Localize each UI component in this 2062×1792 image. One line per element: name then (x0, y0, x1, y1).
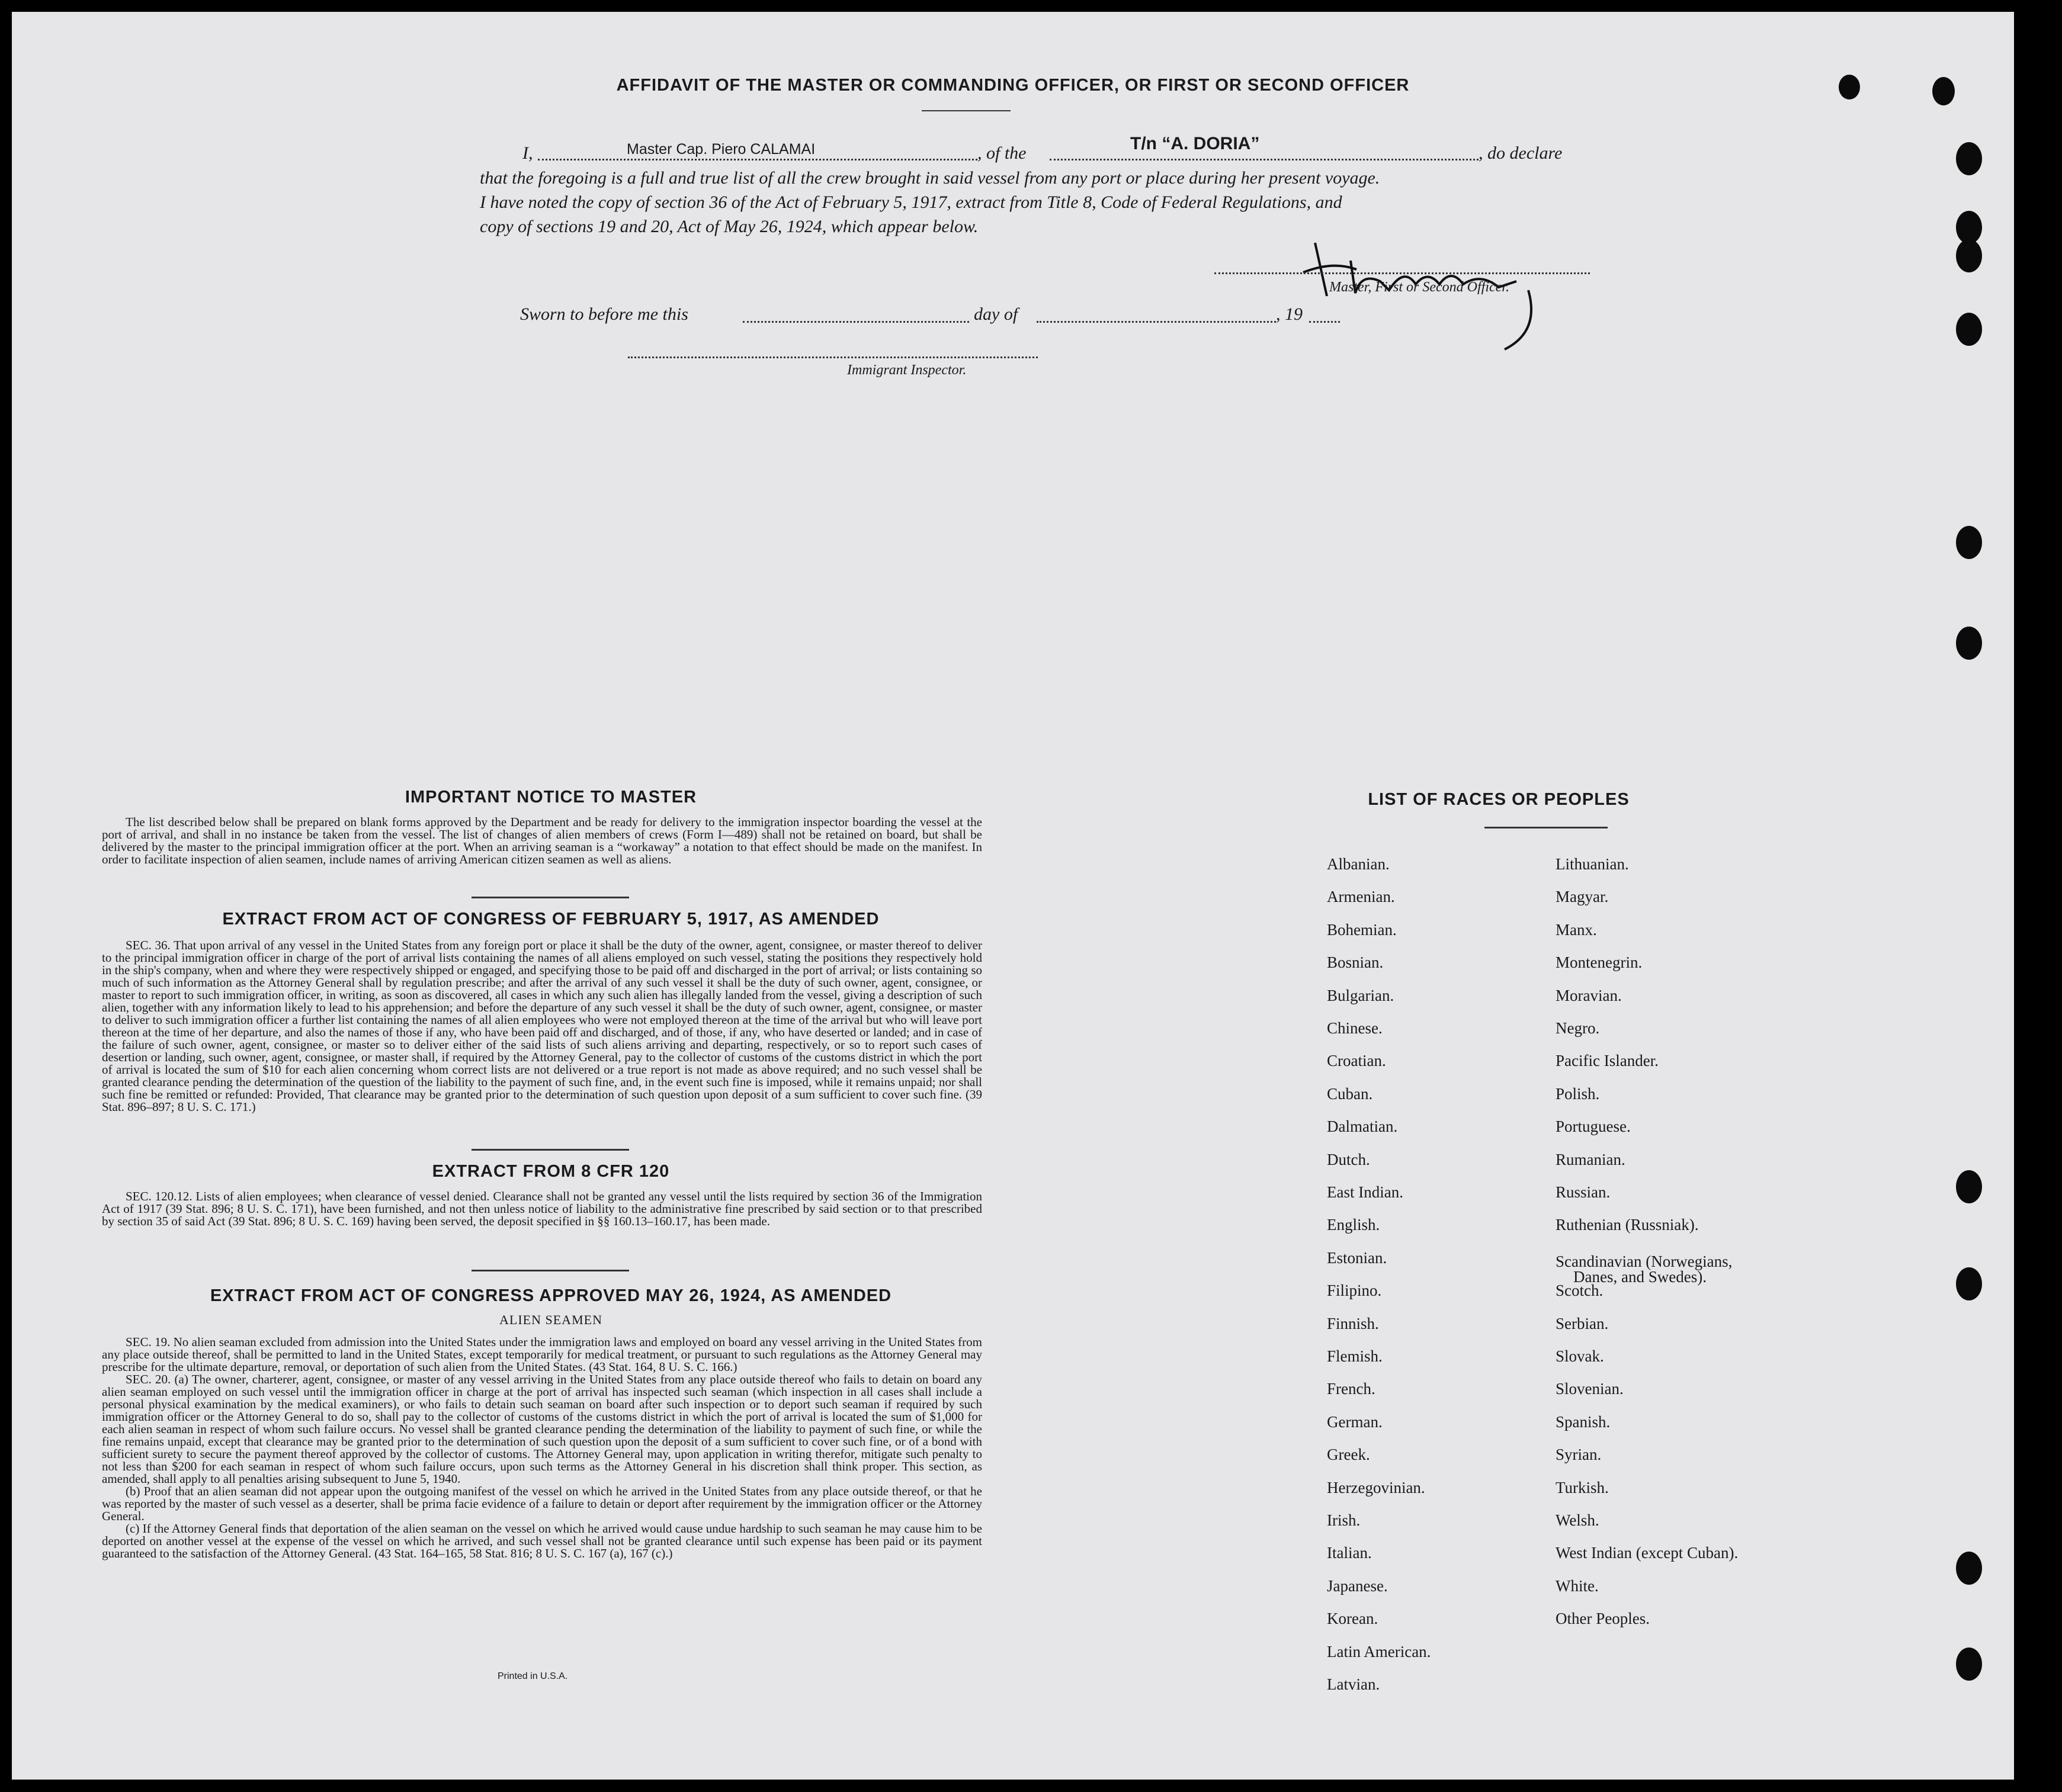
binder-hole (1956, 142, 1982, 175)
race-entry: Polish. (1556, 1085, 1600, 1103)
sec-19-text: SEC. 19. No alien seaman excluded from admission into the United States under the immigration laws and employed on board any vessel arriving in the United States from any place outside thereof, shall be permitted to land in the United States, except temporarily for medical treatment, or pursuant to such regulations as the Attorney General may prescribe for the ultimate departure, removal, or deportation of such alien from the United States. (43 Stat. 164, 8 U. S. C. 166.) (102, 1335, 982, 1374)
binder-hole (1956, 239, 1982, 272)
inspector-signature-line[interactable] (628, 357, 1038, 358)
race-entry: Lithuanian. (1556, 855, 1629, 873)
extract-cfr-divider (472, 1270, 629, 1271)
race-entry: Syrian. (1556, 1446, 1602, 1463)
sec-20a-text: SEC. 20. (a) The owner, charterer, agent, consignee, or master of any vessel arriving in the United States from any place outside thereof who fails to detain on board any alien seaman employed on such vessel until the immigration officer in charge at the port of arrival has inspected such seaman (which inspection in all cases shall include a personal physical examination by the medical examiners), or who fails to detain such seaman on board after such inspection or to deport such seaman if required by such immigration officer or the Attorney General to do so, shall pay to the collector of customs of the customs district in which the port of arrival is located the sum of $1,000 for each alien seaman in respect of whom such failure occurs. No vessel shall be granted clearance pending the determination of the liability to payment of such fine, or while the fine remains unpaid, except that clearance may be granted prior to the determination of such question upon the deposit of a sum sufficient to cover such fine, or of a bond with sufficient surety to secure the payment thereof approved by the collector of customs. The Attorney General may, upon application in writing therefor, mitigate such penalty to not less than $200 for each seaman in respect of whom such failure occurs, upon such terms as the Attorney General in his discretion shall think proper. This section, as amended, shall apply to all penalties arising subsequent to June 5, 1940. (102, 1372, 982, 1486)
race-entry: Negro. (1556, 1019, 1600, 1037)
form-page (12, 12, 2014, 1780)
race-entry: Bulgarian. (1327, 987, 1394, 1004)
race-entry: Welsh. (1556, 1511, 1599, 1529)
declaration-line-2: that the foregoing is a full and true list of all the crew brought in said vessel from any port or place during her present voyage. (480, 168, 1380, 188)
extract-1917-divider (472, 1149, 629, 1151)
race-entry: Latin American. (1327, 1643, 1431, 1661)
binder-hole (1956, 313, 1982, 346)
vessel-name-field[interactable]: T/n “A. DORIA” (1130, 134, 1260, 153)
binder-hole (1956, 526, 1982, 559)
race-entry: Armenian. (1327, 888, 1395, 905)
races-heading: LIST OF RACES OR PEOPLES (1368, 790, 1630, 809)
extract-1917-heading: EXTRACT FROM ACT OF CONGRESS OF FEBRUARY 5, 1917, AS AMENDED (222, 910, 880, 929)
binder-hole (1932, 77, 1955, 105)
binder-hole (1956, 1648, 1982, 1681)
race-entry: Portuguese. (1556, 1117, 1631, 1135)
race-entry: Cuban. (1327, 1085, 1373, 1103)
extract-1924-body (102, 1336, 982, 1560)
sworn-year-field[interactable] (1309, 321, 1340, 323)
race-entry: Chinese. (1327, 1019, 1383, 1037)
race-entry: Finnish. (1327, 1315, 1379, 1332)
extract-cfr-text: SEC. 120.12. Lists of alien employees; when clearance of vessel denied. Clearance shall not be granted any vessel until the lists required by section 36 of the Immigration Act of 1917 (39 Stat. 896; 8 U. S. C. 171), have been furnished, and not then unless notice of liability to the administrative fine prescribed by said section or to that prescribed by section 35 of said Act (39 Stat. 896; 8 U. S. C. 169) having been served, the deposit specified in §§ 160.13–160.17, has been made. (102, 1189, 982, 1228)
race-entry: Pacific Islander. (1556, 1052, 1659, 1070)
binder-hole (1956, 1170, 1982, 1203)
race-entry: Scotch. (1556, 1282, 1604, 1299)
race-entry: Slovenian. (1556, 1380, 1624, 1398)
race-entry: White. (1556, 1577, 1599, 1595)
race-entry: Slovak. (1556, 1347, 1604, 1365)
race-entry: Albanian. (1327, 855, 1390, 873)
sec-20c-text: (c) If the Attorney General finds that deportation of the alien seaman on the vessel on which he arrived would cause undue hardship to such seaman he may cause him to be deported on another vessel at the expense of the vessel on which he arrived, and such vessel shall not be granted clearance until such expense has been paid or its payment guaranteed to the satisfaction of the Attorney General. (43 Stat. 164–165, 58 Stat. 816; 8 U. S. C. 167 (a), 167 (c).) (102, 1521, 982, 1560)
race-entry: Ruthenian (Russniak). (1556, 1216, 1699, 1234)
race-entry: West Indian (except Cuban). (1556, 1544, 1739, 1562)
race-entry: German. (1327, 1413, 1383, 1431)
binder-hole (1956, 627, 1982, 660)
race-entry: Filipino. (1327, 1282, 1382, 1299)
sec-20b-text: (b) Proof that an alien seaman did not appear upon the outgoing manifest of the vessel on which he arrived in the United States from any place outside thereof, or that he was reported by the master of such vessel as a deserter, shall be prima facie evidence of a failure to detain or deport after requirement by the immigration officer or the Attorney General. (102, 1484, 982, 1523)
race-entry: French. (1327, 1380, 1375, 1398)
i-label: I, (522, 143, 533, 163)
inspector-caption: Immigrant Inspector. (847, 362, 967, 378)
binder-hole (1839, 75, 1860, 99)
affidavit-heading: AFFIDAVIT OF THE MASTER OR COMMANDING OFFICER, OR FIRST OR SECOND OFFICER (616, 76, 1410, 95)
heading-divider (922, 110, 1011, 111)
race-entry: Magyar. (1556, 888, 1609, 905)
sworn-label: Sworn to before me this (520, 304, 688, 324)
master-name-field[interactable]: Master Cap. Piero CALAMAI (627, 141, 816, 158)
signature-line (1214, 272, 1590, 274)
race-entry: Scandinavian (Norwegians, (1556, 1253, 1733, 1270)
declaration-line-3: I have noted the copy of section 36 of the Act of February 5, 1917, extract from Title 8, Code of Federal Regulations, and (480, 192, 1342, 212)
race-entry: Japanese. (1327, 1577, 1388, 1595)
day-of-label: day of (974, 304, 1018, 324)
printed-in-usa: Printed in U.S.A. (498, 1671, 568, 1681)
master-name-line (538, 159, 977, 160)
race-entry: Serbian. (1556, 1315, 1609, 1332)
race-entry: Turkish. (1556, 1479, 1609, 1496)
race-entry: Russian. (1556, 1183, 1611, 1201)
extract-1924-heading: EXTRACT FROM ACT OF CONGRESS APPROVED MAY 26, 1924, AS AMENDED (210, 1286, 892, 1305)
race-entry: Bosnian. (1327, 953, 1384, 971)
races-divider (1484, 827, 1608, 828)
race-entry: Dalmatian. (1327, 1117, 1398, 1135)
race-entry: Montenegrin. (1556, 953, 1643, 971)
do-declare-label: , do declare (1479, 143, 1563, 163)
of-the-label: , of the (977, 143, 1027, 163)
alien-seamen-subheading: ALIEN SEAMEN (499, 1312, 602, 1327)
sworn-month-field[interactable] (1037, 321, 1276, 323)
year-label: , 19 (1276, 304, 1303, 324)
race-entry: Croatian. (1327, 1052, 1386, 1070)
race-entry: Danes, and Swedes). (1573, 1268, 1707, 1286)
vessel-name-line (1050, 159, 1479, 160)
race-entry: Flemish. (1327, 1347, 1383, 1365)
extract-1917-text: SEC. 36. That upon arrival of any vessel in the United States from any foreign port or place it shall be the duty of the owner, agent, consignee, or master thereof to deliver to the principal immigration officer in charge of the port of arrival lists containing the names of all aliens employed on such vessel, stating the positions they respectively hold in the ship's company, when and where they were respectively shipped or engaged, and specifying those to be paid off and discharged in the port of arrival; or lists containing so much of such information as the Attorney General shall by regulation prescribe; and after the arrival of any such vessel it shall be the duty of such owner, agent, consignee, or master to report to such immigration officer, in writing, as soon as discovered, all cases in which any such alien has illegally landed from the vessel, giving a description of such alien, together with any information likely to lead to his apprehension; and before the departure of any such vessel it shall be the duty of such owner, agent, consignee, or master to deliver to such immigration officer a further list containing the names of all alien employees who were not employed thereon at the time of the arrival but who will leave port thereon at the time of her departure, and also the names of those if any, who have been paid off and discharged, and of those, if any, who have deserted or landed; and in case of the failure of such owner, agent, consignee, or master so to deliver either of the said lists of such aliens arriving and departing, respectively, or so to report such cases of desertion or landing, such owner, agent, consignee, or master shall, if required by the Attorney General, pay to the collector of customs of the customs district in which the port of arrival is located the sum of $10 for each alien concerning whom correct lists are not delivered or a true report is not made as above required; and no such vessel shall be granted clearance pending the determination of the question of the liability to the payment of such fine, and, in the event such fine is imposed, while it remains unpaid; nor shall such fine be remitted or refunded: Provided, That clearance may be granted prior to the determination of such question upon deposit of a sum sufficient to cover such fine. (39 Stat. 896–897; 8 U. S. C. 171.) (102, 938, 982, 1114)
declaration-line-4: copy of sections 19 and 20, Act of May 26, 1924, which appear below. (480, 217, 979, 236)
race-entry: Italian. (1327, 1544, 1372, 1562)
binder-hole (1956, 1267, 1982, 1300)
race-entry: Herzegovinian. (1327, 1479, 1425, 1496)
race-entry: Other Peoples. (1556, 1610, 1650, 1627)
notice-text: The list described below shall be prepared on blank forms approved by the Department and be ready for delivery to the immigration inspector boarding the vessel at the port of arrival, and shall in no instance be taken from the vessel. The list of changes of alien members of crews (Form I—489) shall not be retained on board, but shall be delivered by the master to the principal immigration officer at the port. When an arriving seaman is a “workaway” a notation to that effect should be made on the manifest. In order to facilitate inspection of alien seamen, include names of arriving American citizen seamen as well as aliens. (102, 815, 982, 866)
race-entry: Manx. (1556, 921, 1597, 939)
race-entry: Moravian. (1556, 987, 1622, 1004)
race-entry: East Indian. (1327, 1183, 1403, 1201)
race-entry: Bohemian. (1327, 921, 1397, 939)
race-entry: Rumanian. (1556, 1151, 1625, 1168)
notice-heading: IMPORTANT NOTICE TO MASTER (405, 788, 697, 807)
race-entry: English. (1327, 1216, 1380, 1234)
race-entry: Latvian. (1327, 1675, 1380, 1693)
race-entry: Estonian. (1327, 1249, 1387, 1267)
race-entry: Irish. (1327, 1511, 1361, 1529)
race-entry: Korean. (1327, 1610, 1378, 1627)
notice-divider (472, 897, 629, 898)
signature-caption: Master, First or Second Officer. (1329, 280, 1509, 295)
race-entry: Spanish. (1556, 1413, 1611, 1431)
extract-cfr-heading: EXTRACT FROM 8 CFR 120 (432, 1162, 670, 1181)
sworn-day-field[interactable] (743, 321, 969, 323)
race-entry: Dutch. (1327, 1151, 1370, 1168)
race-entry: Greek. (1327, 1446, 1370, 1463)
binder-hole (1956, 1552, 1982, 1585)
